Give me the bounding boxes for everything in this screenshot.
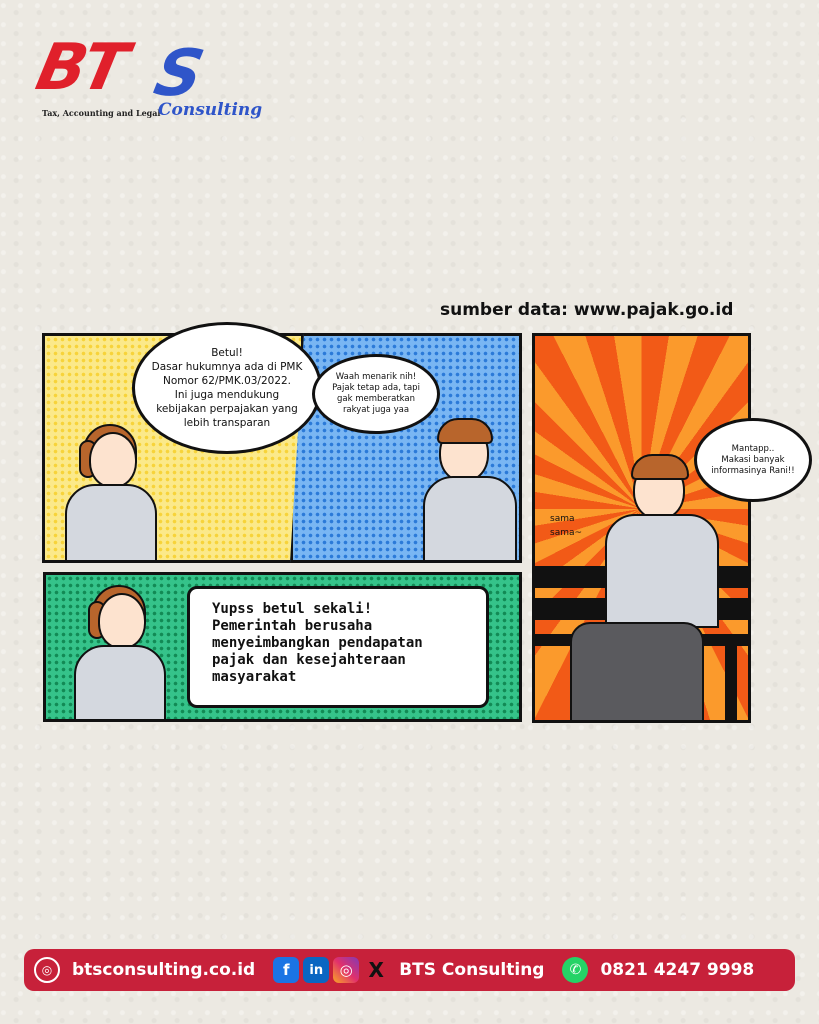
- source-text: sumber data: www.pajak.go.id: [440, 300, 734, 320]
- globe-icon: ◎: [34, 957, 60, 983]
- social-name: BTS Consulting: [399, 960, 545, 980]
- linkedin-icon[interactable]: in: [303, 957, 329, 983]
- whatsapp-icon: ✆: [562, 957, 588, 983]
- logo-letters: BT: [30, 31, 131, 105]
- speech-box-4: Yupss betul sekali! Pemerintah berusaha menyeimbangkan pendapatan pajak dan kesejahteraan masyarakat: [187, 586, 489, 708]
- logo-tagline: Tax, Accounting and Legal: [42, 108, 161, 118]
- instagram-icon[interactable]: ◎: [333, 957, 359, 983]
- website-link[interactable]: ◎ btsconsulting.co.id: [34, 957, 255, 983]
- speech-bubble-1: Betul! Dasar hukumnya ada di PMK Nomor 62/PMK.03/2022. Ini juga mendukung kebijakan perpajakan yang lebih transparan: [132, 322, 322, 454]
- sama-sama-text: sama sama~: [550, 514, 583, 538]
- x-icon[interactable]: X: [368, 958, 384, 982]
- footer-bar: [24, 949, 795, 991]
- speech-bubble-3: Mantapp.. Makasi banyak informasinya Rani!!: [694, 418, 812, 502]
- logo-consulting: Consulting: [158, 100, 263, 120]
- facebook-icon[interactable]: f: [273, 957, 299, 983]
- logo-s: S: [148, 37, 210, 111]
- bts-logo: [30, 31, 263, 128]
- phone-link[interactable]: ✆ 0821 4247 9998: [562, 957, 754, 983]
- speech-bubble-2: Waah menarik nih! Pajak tetap ada, tapi gak memberatkan rakyat juga yaa: [312, 354, 440, 434]
